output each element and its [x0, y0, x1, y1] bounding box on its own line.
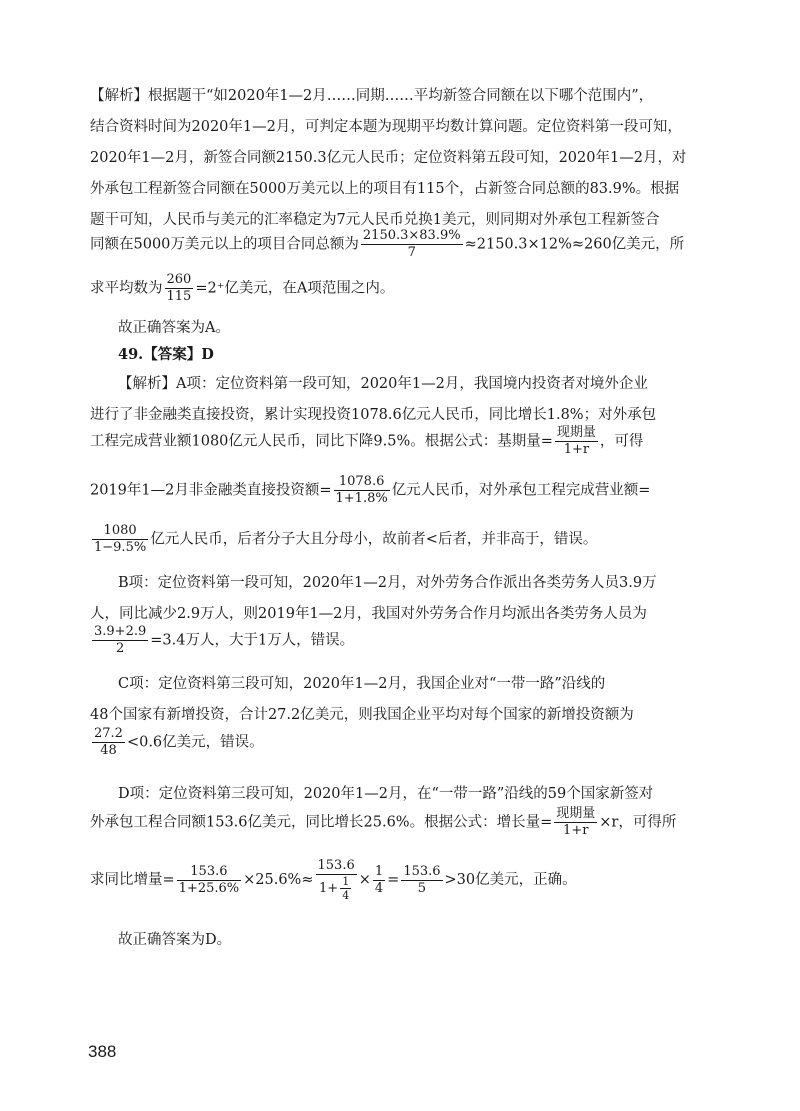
q49-d-line-3: 求同比增量= $\frac{153.6}{1+25.6\%}$ ×25.6%≈ 153.6 1+ $\frac{1}{4}$ × $\frac{1}{4}$ = $\frac{153.6}{5}$ >30亿美元，正确。 [90, 858, 577, 902]
q49-a-line-3: 工程完成营业额1080亿元人民币，同比下降9.5%。根据公式：基期量= $\frac{\text{现期量}}{1+r}$ ，可得 [90, 425, 644, 457]
fraction: $\frac{\text{现期量}}{1+r}$ [556, 806, 596, 838]
fraction: $\frac{1078.6}{1+1.8\%}$ [335, 474, 388, 506]
nested-fraction: 153.6 1+ $\frac{1}{4}$ [317, 858, 355, 902]
fraction: $\frac{2150.3\times 83.9\%}{7}$ [362, 228, 461, 260]
q49-d-line-1: D项：定位资料第三段可知，2020年1—2月，在“一带一路”沿线的59个国家新签对 [118, 786, 654, 802]
fraction: $\frac{27.2}{48}$ [94, 726, 123, 758]
p48-line-7: 求平均数为 $\frac{260}{115}$ =2⁺亿美元，在A项范围之内。 [90, 272, 395, 304]
q49-a-line-2: 进行了非金融类直接投资，累计实现投资1078.6亿元人民币，同比增长1.8%；对外承包 [90, 407, 657, 423]
q49-d-line-2: 外承包工程合同额153.6亿美元，同比增长25.6%。根据公式：增长量= $\frac{\text{现期量}}{1+r}$ ×r，可得所 [90, 806, 677, 838]
fraction: $\frac{153.6}{5}$ [403, 863, 441, 896]
p48-line-5: 题干可知，人民币与美元的汇率稳定为7元人民币兑换1美元，则同期对外承包工程新签合 [90, 212, 660, 228]
fraction: $\frac{3.9+2.9}{2}$ [94, 624, 147, 656]
fraction: $\frac{1}{4}$ [374, 863, 384, 896]
fraction: $\frac{\text{现期量}}{1+r}$ [556, 425, 596, 457]
fraction: $\frac{1080}{1-9.5\%}$ [94, 523, 147, 555]
p48-line-6: 同额在5000万美元以上的项目合同总额为 $\frac{2150.3\times 83.9\%}{7}$ ≈2150.3×12%≈260亿美元，所 [90, 228, 685, 260]
q49-c-line-3: $\frac{27.2}{48}$ <0.6亿美元，错误。 [94, 726, 264, 758]
p48-line-4: 外承包工程新签合同额在5000万美元以上的项目有115个，占新签合同总额的83.9%。根据 [90, 181, 680, 197]
p48-line-3: 2020年1—2月，新签合同额2150.3亿元人民币；定位资料第五段可知，2020年1—2月，对 [90, 150, 687, 166]
p48-answer: 故正确答案为A。 [118, 320, 230, 336]
q49-heading: 49.【答案】D [118, 346, 214, 363]
q49-a-line-5: $\frac{1080}{1-9.5\%}$ 亿元人民币，后者分子大且分母小，故前者<后者，并非高于，错误。 [94, 523, 598, 555]
q49-a-line-4: 2019年1—2月非金融类直接投资额= $\frac{1078.6}{1+1.8\%}$ 亿元人民币，对外承包工程完成营业额= [90, 474, 651, 506]
p48-line-2: 结合资料时间为2020年1—2月，可判定本题为现期平均数计算问题。定位资料第一段可知， [90, 119, 682, 135]
p48-line-1: 【解析】根据题干“如2020年1—2月……同期……平均新签合同额在以下哪个范围内”， [90, 88, 654, 104]
q49-b-line-3: $\frac{3.9+2.9}{2}$ =3.4万人，大于1万人，错误。 [94, 624, 355, 656]
q49-answer: 故正确答案为D。 [118, 932, 232, 948]
fraction: $\frac{153.6}{1+25.6\%}$ [178, 863, 240, 896]
page-number: 388 [88, 1042, 117, 1061]
q49-b-line-1: B项：定位资料第一段可知，2020年1—2月，对外劳务合作派出各类劳务人员3.9万 [118, 575, 657, 591]
q49-c-line-2: 48个国家有新增投资，合计27.2亿美元，则我国企业平均对每个国家的新增投资额为 [90, 707, 634, 723]
q49-b-line-2: 人，同比减少2.9万人，则2019年1—2月，我国对外劳务合作月均派出各类劳务人员为 [90, 606, 647, 622]
q49-a-line-1: 【解析】A项：定位资料第一段可知，2020年1—2月，我国境内投资者对境外企业 [118, 376, 648, 392]
q49-c-line-1: C项：定位资料第三段可知，2020年1—2月，我国企业对“一带一路”沿线的 [118, 676, 606, 692]
inner-fraction: $\frac{1}{4}$ [342, 875, 350, 902]
fraction: $\frac{260}{115}$ [166, 272, 192, 304]
